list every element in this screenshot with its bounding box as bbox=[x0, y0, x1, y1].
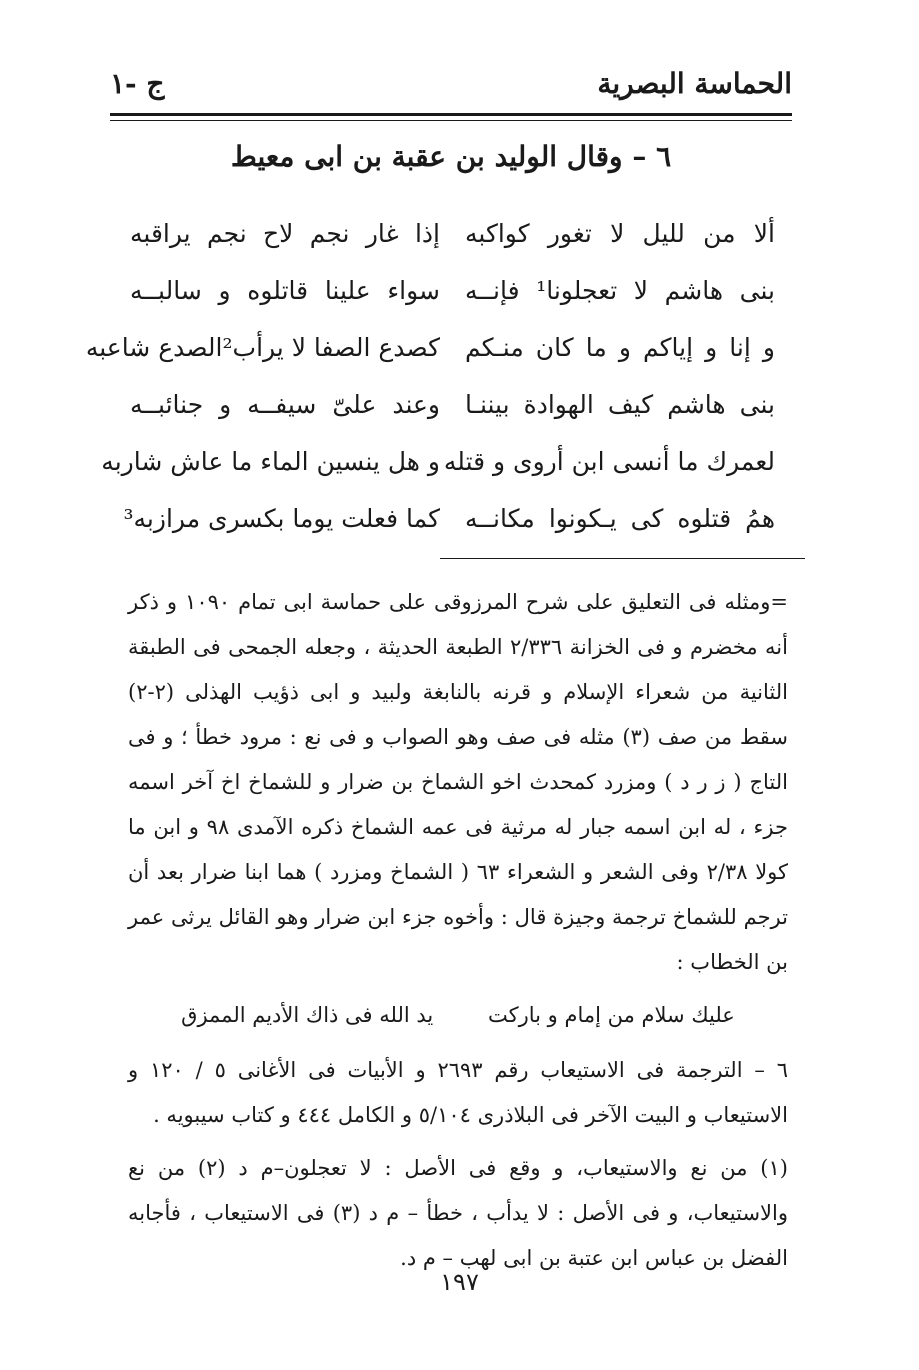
first-hemistich: و إنا و إياكم و ما كان منـكم bbox=[465, 333, 775, 362]
page-number: ١٩٧ bbox=[440, 1268, 479, 1296]
second-hemistich: كما فعلت يوما بكسرى مرازبه³ bbox=[123, 504, 440, 533]
first-hemistich: لعمرك ما أنسى ابن أروى و قتله bbox=[443, 447, 775, 476]
verse bbox=[85, 319, 775, 376]
first-hemistich: ألا من لليل لا تغور كواكبه bbox=[465, 219, 775, 248]
note-paragraph: =ومثله فى التعليق على شرح المرزوقى على حماسة ابى تمام ١٠٩٠ و ذكر أنه مخضرم و فى الخزانة ٢/٣٣٦ الطبعة الحديثة ، وجعله الجمحى فى الطبقة الثانية من شعراء الإسلام و قرنه بالنابغة ولبيد و ابى ذؤيب الهذلى (٢-٢) سقط من صف (٣) مثله فى صف وهو الصواب و فى نع : مرود خطأ ؛ و فى التاج ( ز ر د ) ومزرد كمحدث اخو الشماخ بن ضرار و للشماخ اخ آخر اسمه جزء ، له ابن اسمه جبار له مرثية فى عمه الشماخ ذكره الآمدى ٩٨ و ابن ما كولا ٢/٣٨ وفى الشعر و الشعراء ٦٣ ( الشماخ ومزرد ) هما ابنا ضرار بعد أن ترجم للشماخ ترجمة وجيزة قال : وأخوه جزء ابن ضرار وهو القائل يرثى عمر بن الخطاب : bbox=[128, 590, 789, 974]
second-hemistich: وعند علىّ سيفــه و جنائبــه bbox=[130, 390, 440, 419]
second-hemistich: إذا غار نجم لاح نجم يراقبه bbox=[130, 219, 440, 248]
notes-section bbox=[128, 580, 788, 1281]
footnote-separator bbox=[440, 558, 805, 559]
header-rule bbox=[110, 113, 792, 116]
second-hemistich: كصدع الصفا لا يرأب²الصدع شاعبه bbox=[85, 333, 440, 362]
verse bbox=[130, 262, 775, 319]
header-rule-thin bbox=[110, 120, 792, 121]
verse bbox=[101, 433, 775, 490]
first-hemistich: بنى هاشم لا تعجلونا¹ فإنــه bbox=[465, 276, 775, 305]
cited-verse-first: عليك سلام من إمام و باركت bbox=[487, 1003, 735, 1027]
footnotes: (١) من نع والاستيعاب، و وقع فى الأصل : لا تعجلون–م د (٢) من نع والاستيعاب، و فى الأصل : لا يدأب ، خطأ – م د (٣) فى الاستيعاب ، فأجابه الفضل بن عباس ابن عتبة بن ابى لهب – م د. bbox=[128, 1156, 788, 1270]
cited-verse bbox=[128, 993, 788, 1038]
note-6: ٦ – الترجمة فى الاستيعاب رقم ٢٦٩٣ و الأبيات فى الأغانى ٥ / ١٢٠ و الاستيعاب و البيت الآخر فى البلاذرى ٥/١٠٤ و الكامل ٤٤٤ و كتاب سيبويه . bbox=[128, 1058, 788, 1127]
second-hemistich: و هل ينسين الماء ما عاش شاربه bbox=[101, 447, 440, 476]
volume-label: ج -١ bbox=[110, 66, 165, 100]
verse bbox=[130, 376, 775, 433]
verse bbox=[130, 205, 775, 262]
second-hemistich: سواء علينا قاتلوه و سالبــه bbox=[130, 276, 440, 305]
first-hemistich: همُ قتلوه كى يـكونوا مكانــه bbox=[465, 504, 775, 533]
poem bbox=[85, 205, 775, 547]
poem-title: ٦ – وقال الوليد بن عقبة بن ابى معيط bbox=[230, 140, 672, 173]
verse bbox=[123, 490, 775, 547]
running-header bbox=[110, 58, 792, 108]
first-hemistich: بنى هاشم كيف الهوادة بيننـا bbox=[465, 390, 775, 419]
cited-verse-second: يد الله فى ذاك الأديم الممزق bbox=[181, 1003, 434, 1027]
book-title: الحماسة البصرية bbox=[597, 66, 792, 100]
